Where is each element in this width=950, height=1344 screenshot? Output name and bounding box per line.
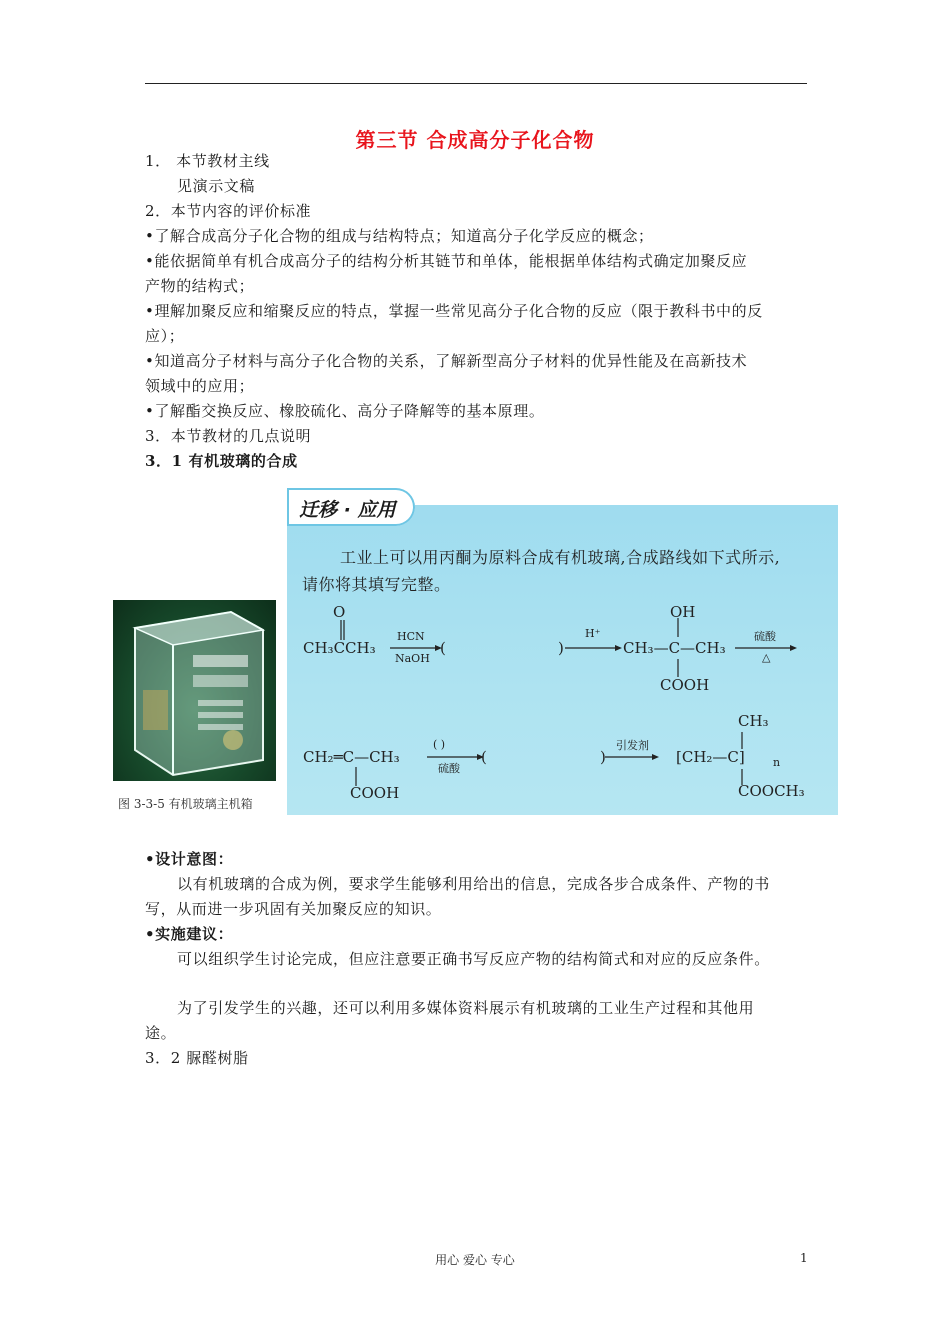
page-title: 第三节 合成高分子化合物 bbox=[355, 128, 595, 152]
pmma-repeat-unit: [CH₂—C] bbox=[676, 748, 745, 766]
design-intent-body: 写，从而进一步巩固有关加聚反应的知识。 bbox=[145, 900, 442, 918]
header-rule bbox=[145, 83, 807, 84]
figure-caption: 图 3-3-5 有机玻璃主机箱 bbox=[118, 797, 253, 811]
blank-close-paren: ) bbox=[600, 748, 606, 766]
section-2-heading: 2．本节内容的评价标准 bbox=[145, 202, 312, 220]
methyl-label: CH₃ bbox=[738, 712, 769, 730]
section-1-body: 见演示文稿 bbox=[177, 177, 256, 195]
reagent-hcn: HCN bbox=[397, 630, 425, 643]
carboxyl-label: COOH bbox=[660, 676, 710, 694]
design-intent-heading: •设计意图： bbox=[145, 850, 234, 868]
criteria-line: •了解合成高分子化合物的组成与结构特点；知道高分子化学反应的概念； bbox=[145, 227, 654, 245]
arrow-head bbox=[790, 645, 797, 651]
reagent-sulfuric-acid: 硫酸 bbox=[754, 630, 776, 643]
reaction-scheme bbox=[287, 505, 838, 815]
methacrylic-acid-formula: CH₂═C—CH₃ bbox=[303, 748, 400, 766]
page-number: 1 bbox=[800, 1251, 808, 1265]
carboxyl-label: COOH bbox=[350, 784, 400, 802]
blank-open-paren: ( bbox=[481, 748, 487, 766]
panel-intro: 工业上可以用丙酮为原料合成有机玻璃,合成路线如下式所示, bbox=[340, 548, 781, 567]
criteria-line: 应）； bbox=[145, 327, 185, 345]
hydroxy-acid-formula: CH₃—C—CH₃ bbox=[623, 639, 726, 657]
panel-intro: 请你将其填写完整。 bbox=[302, 575, 451, 594]
acrylic-case-photo bbox=[113, 600, 276, 781]
footer-motto: 用心 爱心 专心 bbox=[435, 1253, 515, 1267]
heat-symbol: △ bbox=[762, 651, 771, 664]
reagent-h-plus: H⁺ bbox=[585, 627, 601, 640]
ester-label: COOCH₃ bbox=[738, 782, 805, 800]
reagent-initiator: 引发剂 bbox=[616, 739, 649, 752]
criteria-line: 产物的结构式； bbox=[145, 277, 255, 295]
hydroxyl-label: OH bbox=[670, 603, 696, 621]
oxygen-label: O bbox=[333, 603, 346, 621]
extra-suggestion: 途。 bbox=[145, 1024, 177, 1042]
implementation-body: 可以组织学生讨论完成，但应注意要正确书写反应产物的结构简式和对应的反应条件。 bbox=[177, 950, 770, 968]
section-3-2-heading: 3．2 脲醛树脂 bbox=[145, 1049, 249, 1067]
criteria-line: •理解加聚反应和缩聚反应的特点，掌握一些常见高分子化合物的反应（限于教科书中的反 bbox=[145, 302, 763, 320]
criteria-line: •知道高分子材料与高分子化合物的关系，了解新型高分子材料的优异性能及在高新技术 bbox=[145, 352, 748, 370]
implementation-heading: •实施建议： bbox=[145, 925, 234, 943]
extra-suggestion: 为了引发学生的兴趣，还可以利用多媒体资料展示有机玻璃的工业生产过程和其他用 bbox=[177, 999, 755, 1017]
blank-close-paren: ) bbox=[558, 639, 564, 657]
criteria-line: •了解酯交换反应、橡胶硫化、高分子降解等的基本原理。 bbox=[145, 402, 545, 420]
criteria-line: •能依据简单有机合成高分子的结构分析其链节和单体，能根据单体结构式确定加聚反应 bbox=[145, 252, 748, 270]
criteria-line: 领域中的应用； bbox=[145, 377, 255, 395]
acetone-formula: CH₃CCH₃ bbox=[303, 639, 376, 657]
reagent-sulfuric-acid: 硫酸 bbox=[438, 762, 460, 775]
design-intent-body: 以有机玻璃的合成为例，要求学生能够利用给出的信息，完成各步合成条件、产物的书 bbox=[177, 875, 770, 893]
arrow-head bbox=[615, 645, 622, 651]
badge-label: 迁移 · 应用 bbox=[299, 499, 396, 521]
section-3-1-heading: 3．1 有机玻璃的合成 bbox=[145, 452, 298, 470]
arrow-head bbox=[652, 754, 659, 760]
polymer-subscript-n: n bbox=[773, 756, 781, 769]
section-3-heading: 3．本节教材的几点说明 bbox=[145, 427, 312, 445]
blank-reagent: ( ) bbox=[433, 738, 446, 751]
blank-open-paren: ( bbox=[440, 639, 446, 657]
section-1-heading: 1． 本节教材主线 bbox=[145, 152, 270, 170]
acrylic-case-illustration bbox=[113, 600, 276, 781]
reagent-naoh: NaOH bbox=[395, 652, 430, 665]
